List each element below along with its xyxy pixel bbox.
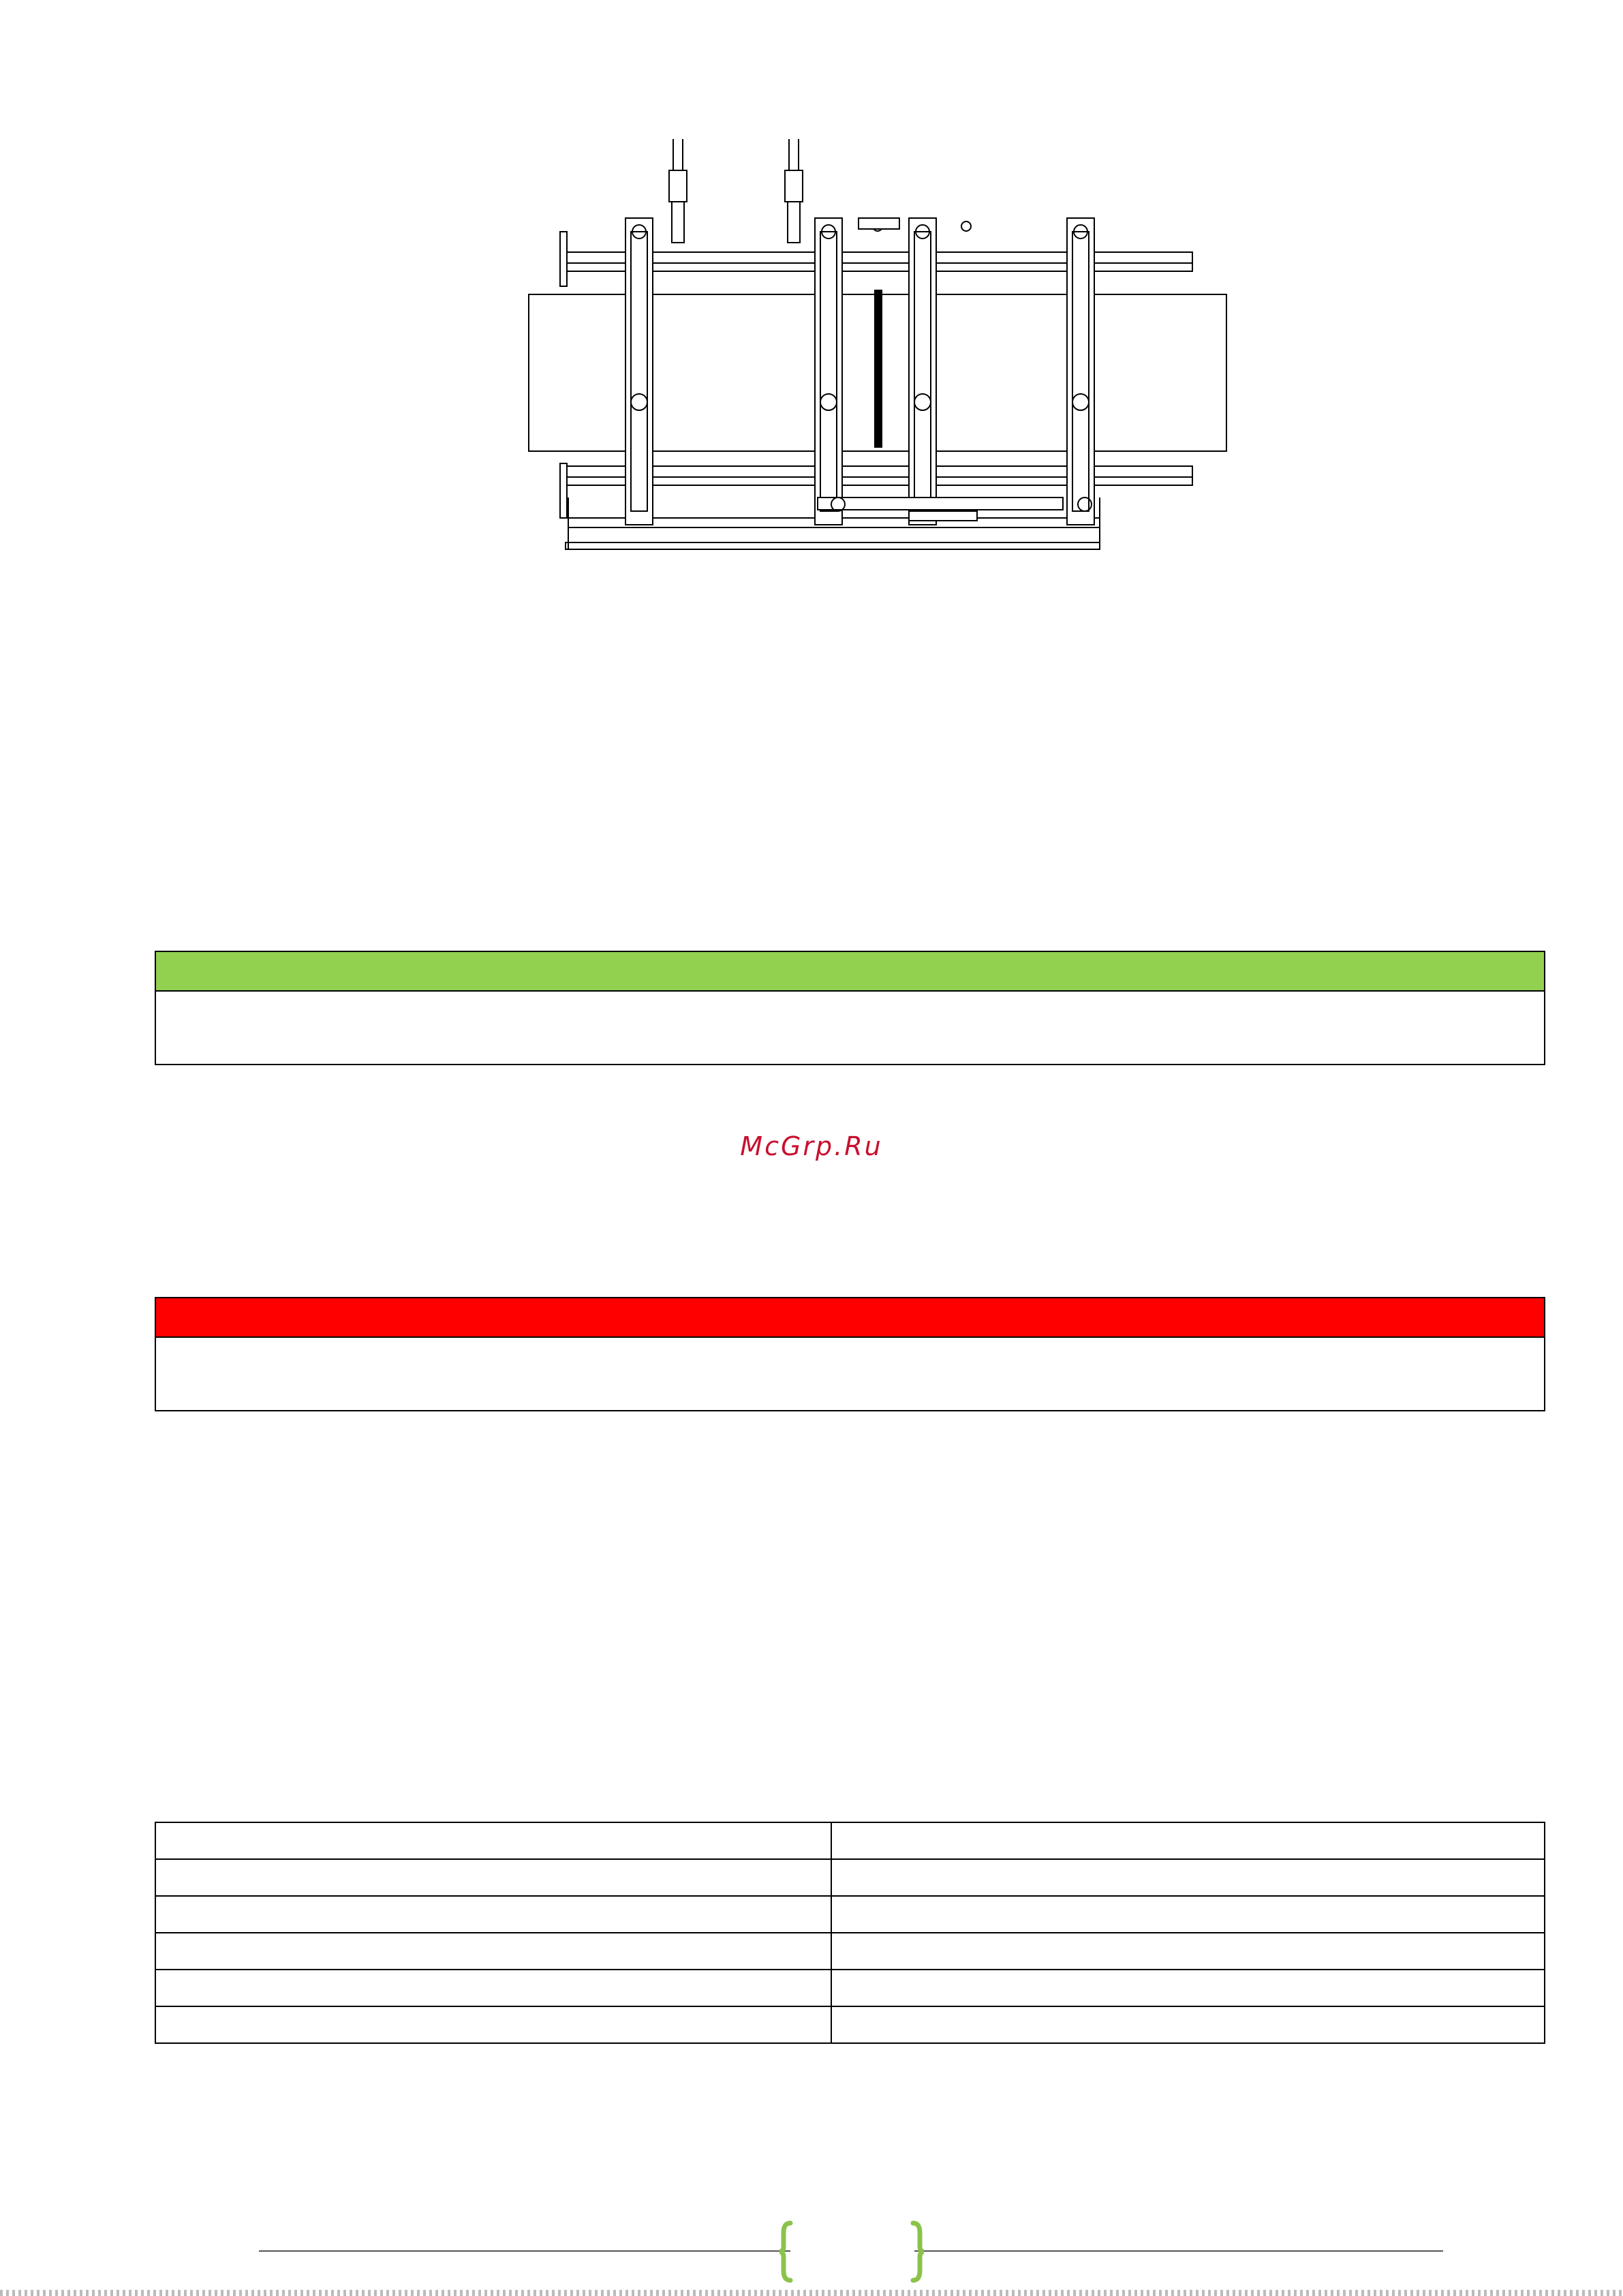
table-row	[155, 1859, 1545, 1896]
watermark-text: McGrp.Ru	[740, 1131, 883, 1161]
green-notice-header	[156, 952, 1544, 992]
table-cell	[155, 1970, 831, 2006]
red-notice-body	[156, 1338, 1544, 1410]
table-cell	[831, 1933, 1545, 1970]
spec-table	[155, 1822, 1545, 2044]
table-cell	[831, 1859, 1545, 1896]
table-cell	[831, 1822, 1545, 1859]
table-cell	[155, 2006, 831, 2043]
table-cell	[155, 1822, 831, 1859]
table-row	[155, 1822, 1545, 1859]
table-cell	[831, 1896, 1545, 1933]
green-notice-box	[155, 951, 1545, 1065]
table-row	[155, 1896, 1545, 1933]
table-cell	[831, 2006, 1545, 2043]
table-row	[155, 2006, 1545, 2043]
page-bottom-edge	[0, 2290, 1623, 2296]
table-cell	[831, 1970, 1545, 2006]
table-cell	[155, 1896, 831, 1933]
table-cell	[155, 1859, 831, 1896]
table-row	[155, 1970, 1545, 2006]
table-cell	[155, 1933, 831, 1970]
page-number-bracket-icon	[777, 2219, 927, 2284]
red-notice-header	[156, 1298, 1544, 1338]
green-notice-body	[156, 992, 1544, 1064]
table-row	[155, 1933, 1545, 1970]
footer-rule-right	[914, 2250, 1443, 2252]
machine-drawing	[518, 129, 1240, 566]
footer-rule-left	[259, 2250, 790, 2252]
red-notice-box	[155, 1297, 1545, 1411]
